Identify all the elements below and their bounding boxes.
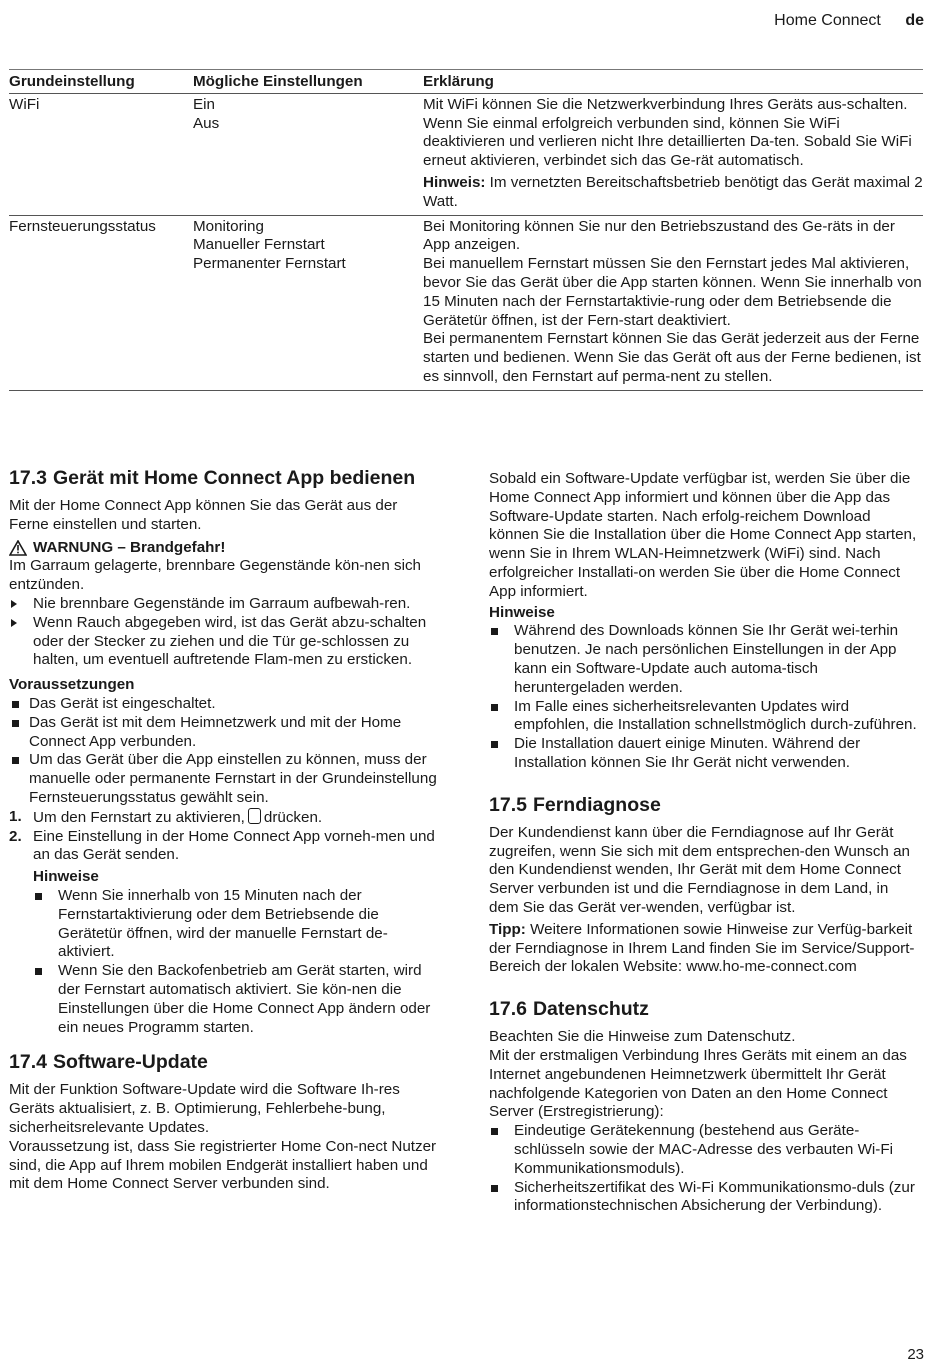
explanation-text: Bei permanentem Fernstart können Sie das Gerät jederzeit aus der Ferne starten und bedienen. Wenn Sie das Gerät oft aus der Ferne bedienen, ist es sinnvoll, den Fernstart auf perma-nent zu stellen. xyxy=(423,330,921,385)
notes-title: Hinweise xyxy=(489,603,555,621)
tip-label: Tipp: xyxy=(489,920,526,938)
step-list xyxy=(9,808,439,865)
notes-block xyxy=(9,868,439,1037)
remote-start-icon xyxy=(248,808,261,824)
tip: Tipp: Weitere Informationen sowie Hinweise zur Verfüg-barkeit der Ferndiagnose in Ihrem Land finden Sie im Service/Support-Bereich der lokalen Website: www.ho-me-connect.com xyxy=(489,920,915,976)
list-item: Um das Gerät über die App einstellen zu können, muss der manuelle oder permanente Fernstart in der Grundeinstellung Fernsteuerungsstatus gewählt sein. xyxy=(9,751,439,807)
notes-title: Hinweise xyxy=(33,868,99,886)
cell-options xyxy=(193,93,423,215)
list-item: Das Gerät ist mit dem Heimnetzwerk und mit der Home Connect App verbunden. xyxy=(9,714,439,752)
option-item: Ein xyxy=(193,95,215,113)
left-column xyxy=(9,466,439,1194)
list-item: Wenn Rauch abgegeben wird, ist das Gerät abzu-schalten oder der Stecker zu ziehen und die Tür ge-schlossen zu halten, um eventuell auftretende Flam-men zu ersticken. xyxy=(9,614,439,670)
cell-setting: Fernsteuerungsstatus xyxy=(9,215,193,390)
step-item: 2. Eine Einstellung in der Home Connect App vorneh-men und an das Gerät senden. xyxy=(9,827,435,864)
note-label: Hinweis: xyxy=(423,173,486,191)
paragraph: Der Kundendienst kann über die Ferndiagnose auf Ihr Gerät zugreifen, wenn Sie sich mit dem entsprechen-den Wunsch an den Kundendienst wenden, Ihr Gerät mit dem Home Connect Server verbunden ist und die Ferndiagnose in dem Land, in dem Sie das Gerät ver-wenden, verfügbar ist. xyxy=(489,823,910,916)
step-item: 1. Um den Fernstart zu aktivieren, drücken. xyxy=(9,807,323,826)
col-header-options: Mögliche Einstellungen xyxy=(193,70,423,94)
list-item: Nie brennbare Gegenstände im Garraum aufbewah-ren. xyxy=(9,595,439,614)
section-heading-17-5: 17.5 Ferndiagnose xyxy=(489,793,661,816)
list-item: Sicherheitszertifikat des Wi-Fi Kommunikationsmo-duls (zur informationstechnischen Absicherung der Verbindung). xyxy=(489,1179,921,1217)
page-header xyxy=(774,10,924,32)
paragraph: Voraussetzung ist, dass Sie registrierter Home Con-nect Nutzer sind, die App auf Ihrem mobilen Endgerät installiert haben und mit dem Home Connect Server verbunden sind. xyxy=(9,1137,437,1193)
table-row xyxy=(9,215,923,390)
cell-explanation xyxy=(423,215,923,390)
header-section: Home Connect xyxy=(774,12,881,29)
warning-title: WARNUNG – Brandgefahr! xyxy=(9,539,439,558)
col-header-explanation: Erklärung xyxy=(423,70,923,94)
option-item: Aus xyxy=(193,114,220,132)
warning-actions xyxy=(9,595,439,670)
list-item: Das Gerät ist eingeschaltet. xyxy=(9,695,439,714)
note-text: Im vernetzten Bereitschaftsbetrieb benötigt das Gerät maximal 2 Watt. xyxy=(423,173,923,210)
explanation-text: Bei Monitoring können Sie nur den Betriebszustand des Ge-räts in der App anzeigen. xyxy=(423,217,895,254)
paragraph: Mit der Funktion Software-Update wird die Software Ih-res Geräts aktualisiert, z. B. Optimierung, Fehlerbehe-bung, sicherheitsrelevante Updates. xyxy=(9,1081,400,1136)
page-number: 23 xyxy=(907,1346,924,1363)
section-intro: Mit der Home Connect App können Sie das Gerät aus der Ferne einstellen und starten. xyxy=(9,497,398,533)
cell-setting: WiFi xyxy=(9,93,193,215)
list-item: Während des Downloads können Sie Ihr Gerät wei-terhin benutzen. Je nach persönlichen Einstellungen in der App kann ein Software-Update auch automa-tisch heruntergeladen werden. xyxy=(489,622,921,697)
list-item: Die Installation dauert einige Minuten. Während der Installation können Sie Ihr Gerät nicht verwenden. xyxy=(489,735,921,773)
list-item: Wenn Sie den Backofenbetrieb am Gerät starten, wird der Fernstart automatisch aktiviert. Sie kön-nen die Einstellungen über die Home Connect App ändern oder ein neues Programm starten. xyxy=(33,962,439,1037)
explanation-text: Mit WiFi können Sie die Netzwerkverbindung Ihres Geräts aus-schalten. Wenn Sie einmal erfolgreich verbunden sind, können Sie WiFi deaktivieren und verlieren nicht Ihre detaillierten Da-ten. Sobald Sie WiFi erneut aktivieren, verbindet sich das Ge-rät automatisch. xyxy=(423,95,912,170)
paragraph: Sobald ein Software-Update verfügbar ist, werden Sie über die Home Connect App informiert und können über die App das Software-Update starten. Nach erfolg-reichem Download können Sie die Installation über die Home Connect App starten, wenn Sie in Ihrem WLAN-Heimnetzwerk (WiFi) sind. Nach erfolgreicher Installati-on werden Sie über die Home Connect App informiert. xyxy=(489,470,917,600)
prereq-list xyxy=(9,695,439,808)
paragraph: Mit der erstmaligen Verbindung Ihres Geräts mit einem an das Internet angebundenen Heimnetzwerk übermittelt Ihr Gerät nachfolgende Kategorien von Daten an den Home Connect Server (Erstregistrierung): xyxy=(489,1046,907,1121)
section-heading-17-3: 17.3 Gerät mit Home Connect App bedienen xyxy=(9,467,416,489)
list-item: Eindeutige Gerätekennung (bestehend aus Geräte-schlüsseln sowie der MAC-Adresse des verbauten Wi-Fi Kommunikationsmoduls). xyxy=(489,1122,921,1178)
cell-options xyxy=(193,215,423,390)
option-item: Permanenter Fernstart xyxy=(193,255,346,273)
cell-explanation xyxy=(423,93,923,215)
warning-triangle-icon xyxy=(9,540,27,556)
header-language: de xyxy=(905,12,924,29)
notes-list xyxy=(33,887,439,1037)
prereq-title: Voraussetzungen xyxy=(9,676,135,694)
right-column xyxy=(489,470,921,1216)
list-item: Im Falle eines sicherheitsrelevanten Updates wird empfohlen, die Installation schnellstmöglich durch-zuführen. xyxy=(489,698,921,736)
warning-text: Im Garraum gelagerte, brennbare Gegenstände kön-nen sich entzünden. xyxy=(9,557,421,594)
col-header-setting: Grundeinstellung xyxy=(9,70,193,94)
paragraph: Beachten Sie die Hinweise zum Datenschutz. xyxy=(489,1028,796,1046)
settings-table xyxy=(9,69,923,391)
explanation-note xyxy=(423,174,923,212)
data-categories-list xyxy=(489,1122,921,1216)
section-heading-17-4: 17.4 Software-Update xyxy=(9,1051,208,1074)
option-item: Monitoring xyxy=(193,217,264,235)
notes-list xyxy=(489,622,921,772)
explanation-text: Bei manuellem Fernstart müssen Sie den Fernstart jedes Mal aktivieren, bevor Sie das Gerät über die App starten können. Wenn Sie innerhalb von 15 Minuten nach der Fernstartaktivie-rung oder dem Betriebsende die Gerätetür öffnen, ist der Fern-start deaktiviert. xyxy=(423,255,922,329)
list-item: Wenn Sie innerhalb von 15 Minuten nach der Fernstartaktivierung oder dem Betriebsende die Gerätetür öffnen, wird der manuelle Fernstart de-aktiviert. xyxy=(33,887,439,962)
option-item: Manueller Fernstart xyxy=(193,236,325,254)
section-heading-17-6: 17.6 Datenschutz xyxy=(489,998,649,1021)
table-row xyxy=(9,93,923,215)
